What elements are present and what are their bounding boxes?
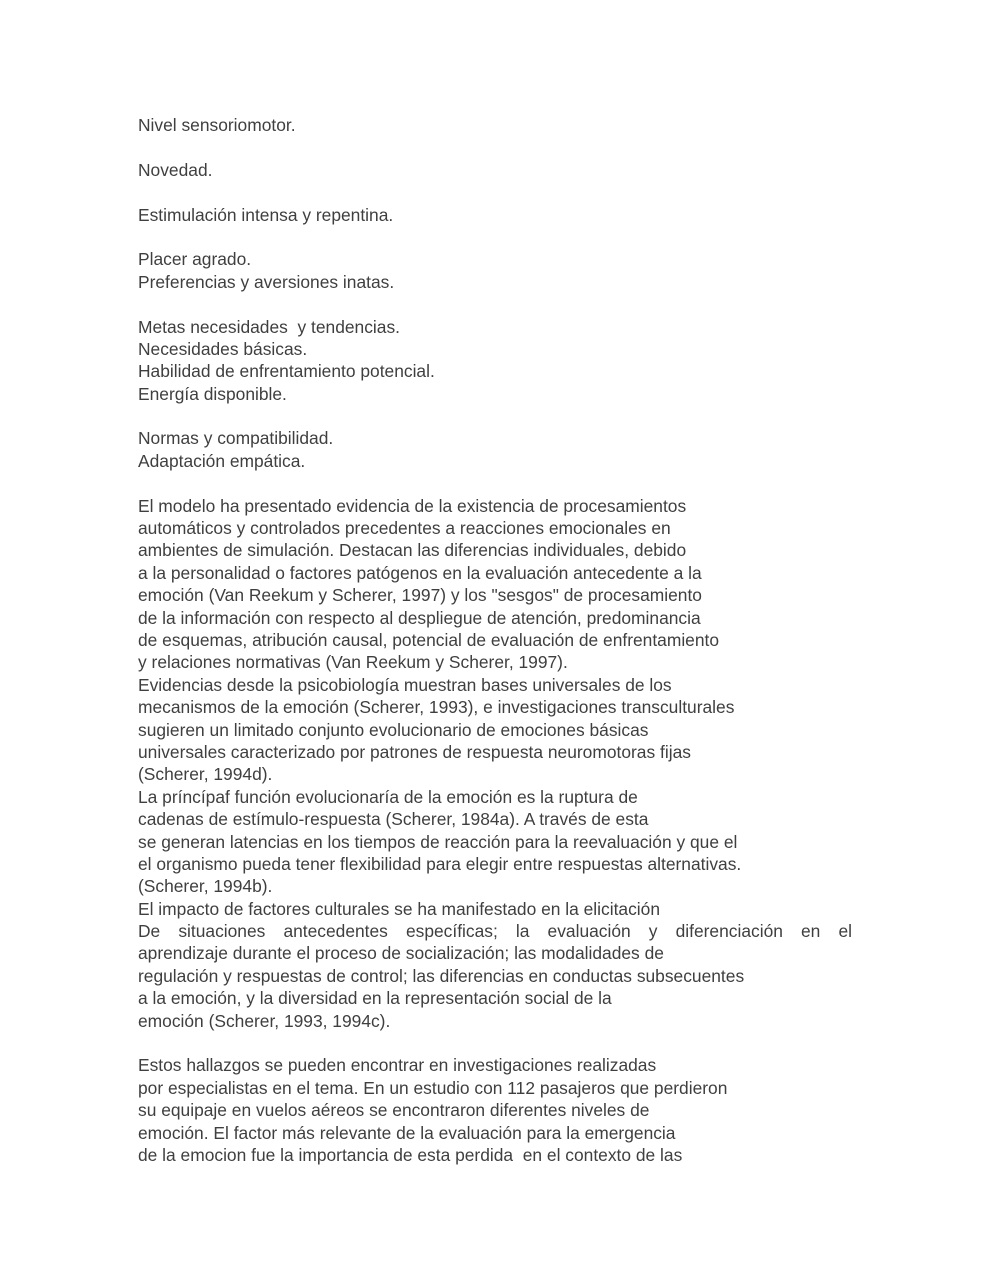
paragraph-line: de la información con respecto al despliegue de atención, predominancia [138,607,701,628]
paragraph-line: y relaciones normativas (Van Reekum y Scherer, 1997). [138,652,568,673]
paragraph-line: de esquemas, atribución causal, potencial de evaluación de enfrentamiento [138,629,720,650]
heading-line: Novedad. [138,159,213,180]
paragraph-line: a la personalidad o factores patógenos en la evaluación antecedente a la [138,562,702,583]
paragraph-line: cadenas de estímulo-respuesta (Scherer, 1984a). A través de esta [138,809,649,830]
paragraph-line: (Scherer, 1994b). [138,876,273,897]
body-paragraph-1 [138,495,858,1032]
paragraph-line: aprendizaje durante el proceso de socialización; las modalidades de [138,943,664,964]
heading-block-4 [138,248,858,293]
paragraph-line: por especialistas en el tema. En un estudio con 112 pasajeros que perdieron [138,1077,728,1098]
heading-line: Preferencias y aversiones inatas. [138,271,395,292]
paragraph-line: sugieren un limitado conjunto evolucionario de emociones básicas [138,719,649,740]
paragraph-line: Evidencias desde la psicobiología muestran bases universales de los [138,674,672,695]
heading-line: Habilidad de enfrentamiento potencial. [138,361,435,382]
heading-line: Metas necesidades y tendencias. [138,316,400,337]
heading-line: Nivel sensoriomotor. [138,115,296,135]
document-page [138,114,858,1166]
heading-block-2 [138,159,858,181]
paragraph-line: emoción (Scherer, 1993, 1994c). [138,1010,391,1031]
paragraph-line: emoción (Van Reekum y Scherer, 1997) y los "sesgos" de procesamiento [138,585,702,606]
paragraph-line: de la emocion fue la importancia de esta perdida en el contexto de las [138,1144,683,1165]
heading-block-6 [138,427,858,472]
paragraph-line: el organismo pueda tener flexibilidad para elegir entre respuestas alternativas. [138,853,742,874]
paragraph-line: La príncípaf función evolucionaría de la emoción es la ruptura de [138,786,638,807]
paragraph-line: regulación y respuestas de control; las diferencias en conductas subsecuentes [138,965,745,986]
paragraph-line: Estos hallazgos se pueden encontrar en investigaciones realizadas [138,1055,657,1076]
heading-line: Normas y compatibilidad. [138,428,334,449]
heading-line: Estimulación intensa y repentina. [138,204,394,225]
heading-block-1 [138,114,858,136]
paragraph-line: mecanismos de la emoción (Scherer, 1993), e investigaciones transculturales [138,697,735,718]
paragraph-line: De situaciones antecedentes específicas; la evaluación y diferenciación en el [138,921,852,942]
paragraph-line: su equipaje en vuelos aéreos se encontraron diferentes niveles de [138,1100,650,1121]
heading-line: Energía disponible. [138,383,287,404]
heading-block-5 [138,316,858,406]
paragraph-line: ambientes de simulación. Destacan las diferencias individuales, debido [138,540,687,561]
heading-line: Necesidades básicas. [138,338,308,359]
heading-block-3 [138,204,858,226]
paragraph-line: emoción. El factor más relevante de la evaluación para la emergencia [138,1122,676,1143]
heading-line: Placer agrado. [138,249,252,270]
body-paragraph-2 [138,1054,858,1166]
paragraph-line: El impacto de factores culturales se ha manifestado en la elicitación [138,898,660,919]
paragraph-line: (Scherer, 1994d). [138,764,273,785]
paragraph-line: automáticos y controlados precedentes a reacciones emocionales en [138,518,671,539]
paragraph-line: a la emoción, y la diversidad en la representación social de la [138,988,612,1009]
paragraph-line: El modelo ha presentado evidencia de la existencia de procesamientos [138,495,687,516]
paragraph-line: universales caracterizado por patrones de respuesta neuromotoras fijas [138,741,691,762]
paragraph-line: se generan latencias en los tiempos de reacción para la reevaluación y que el [138,831,738,852]
heading-line: Adaptación empática. [138,450,306,471]
